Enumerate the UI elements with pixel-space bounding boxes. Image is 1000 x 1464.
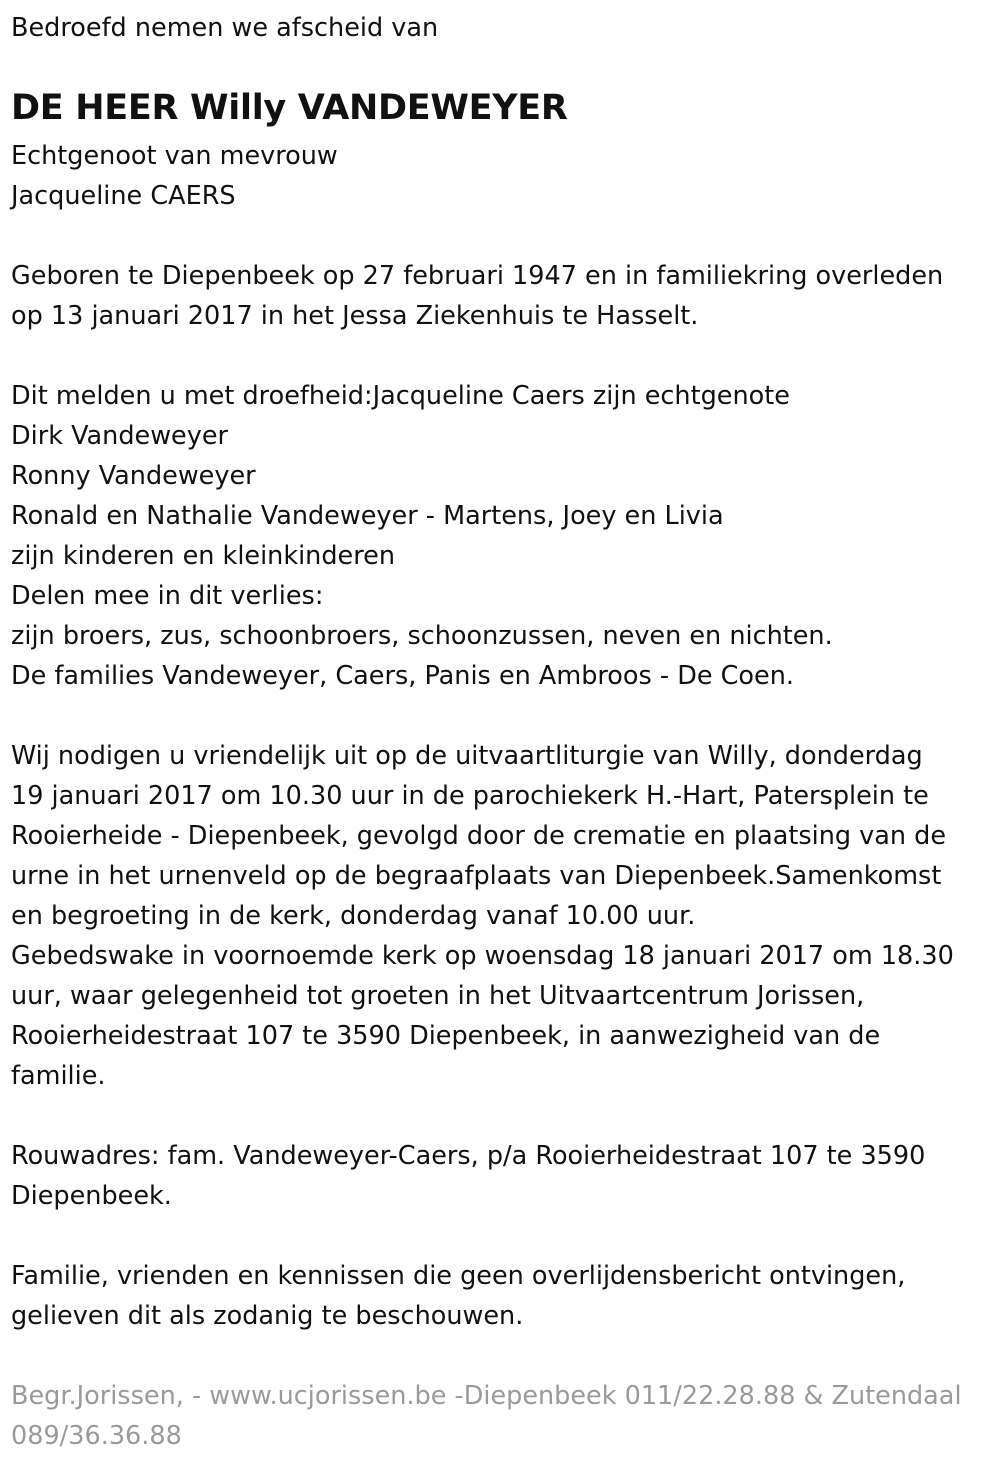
footer-line: 089/36.36.88: [11, 1421, 182, 1451]
footer-line: Begr.Jorissen, - www.ucjorissen.be -Diepenbeek 011/22.28.88 & Zutendaal: [11, 1381, 962, 1411]
funeral-line: 19 januari 2017 om 10.30 uur in de parochiekerk H.-Hart, Patersplein te: [11, 781, 929, 811]
spouse-line: Jacqueline CAERS: [11, 181, 236, 211]
closing-line: Familie, vrienden en kennissen die geen overlijdensbericht ontvingen,: [11, 1261, 906, 1291]
funeral-line: Rooierheide - Diepenbeek, gevolgd door de crematie en plaatsing van de: [11, 821, 947, 851]
funeral-line: Gebedswake in voornoemde kerk op woensdag 18 januari 2017 om 18.30: [11, 941, 954, 971]
paragraph-gap: [11, 336, 990, 376]
family-line: Delen mee in dit verlies:: [11, 581, 324, 611]
family-line: zijn broers, zus, schoonbroers, schoonzussen, neven en nichten.: [11, 621, 833, 651]
funeral-line: uur, waar gelegenheid tot groeten in het Uitvaartcentrum Jorissen,: [11, 981, 865, 1011]
closing-section: [11, 1256, 990, 1336]
family-line: Ronny Vandeweyer: [11, 461, 256, 491]
address-line: Diepenbeek.: [11, 1181, 172, 1211]
paragraph-gap: [11, 1216, 990, 1256]
family-section: [11, 376, 990, 696]
closing-line: gelieven dit als zodanig te beschouwen.: [11, 1301, 524, 1331]
family-line: De families Vandeweyer, Caers, Panis en Ambroos - De Coen.: [11, 661, 794, 691]
family-line: Dirk Vandeweyer: [11, 421, 229, 451]
family-line: zijn kinderen en kleinkinderen: [11, 541, 395, 571]
paragraph-gap: [11, 696, 990, 736]
address-section: [11, 1136, 990, 1216]
spouse-line: Echtgenoot van mevrouw: [11, 141, 338, 171]
funeral-line: en begroeting in de kerk, donderdag vanaf 10.00 uur.: [11, 901, 696, 931]
birth-death-line: Geboren te Diepenbeek op 27 februari 1947 en in familiekring overleden: [11, 261, 944, 291]
deceased-name: DE HEER Willy VANDEWEYER: [11, 88, 568, 128]
paragraph-gap: [11, 1336, 990, 1376]
funeral-line: urne in het urnenveld op de begraafplaats van Diepenbeek.Samenkomst: [11, 861, 942, 891]
spouse-section: [11, 136, 990, 216]
footer-credits: [11, 1376, 990, 1456]
intro-text: Bedroefd nemen we afscheid van: [11, 13, 439, 43]
funeral-section: [11, 736, 990, 1096]
address-line: Rouwadres: fam. Vandeweyer-Caers, p/a Rooierheidestraat 107 te 3590: [11, 1141, 926, 1171]
family-line: Ronald en Nathalie Vandeweyer - Martens, Joey en Livia: [11, 501, 724, 531]
paragraph-gap: [11, 216, 990, 256]
funeral-line: Rooierheidestraat 107 te 3590 Diepenbeek, in aanwezigheid van de: [11, 1021, 881, 1051]
family-line: Dit melden u met droefheid:Jacqueline Caers zijn echtgenote: [11, 381, 790, 411]
birth-death-line: op 13 januari 2017 in het Jessa Ziekenhuis te Hasselt.: [11, 301, 699, 331]
birth-death-section: [11, 256, 990, 336]
funeral-line: Wij nodigen u vriendelijk uit op de uitvaartliturgie van Willy, donderdag: [11, 741, 923, 771]
paragraph-gap: [11, 1096, 990, 1136]
funeral-line: familie.: [11, 1061, 106, 1091]
